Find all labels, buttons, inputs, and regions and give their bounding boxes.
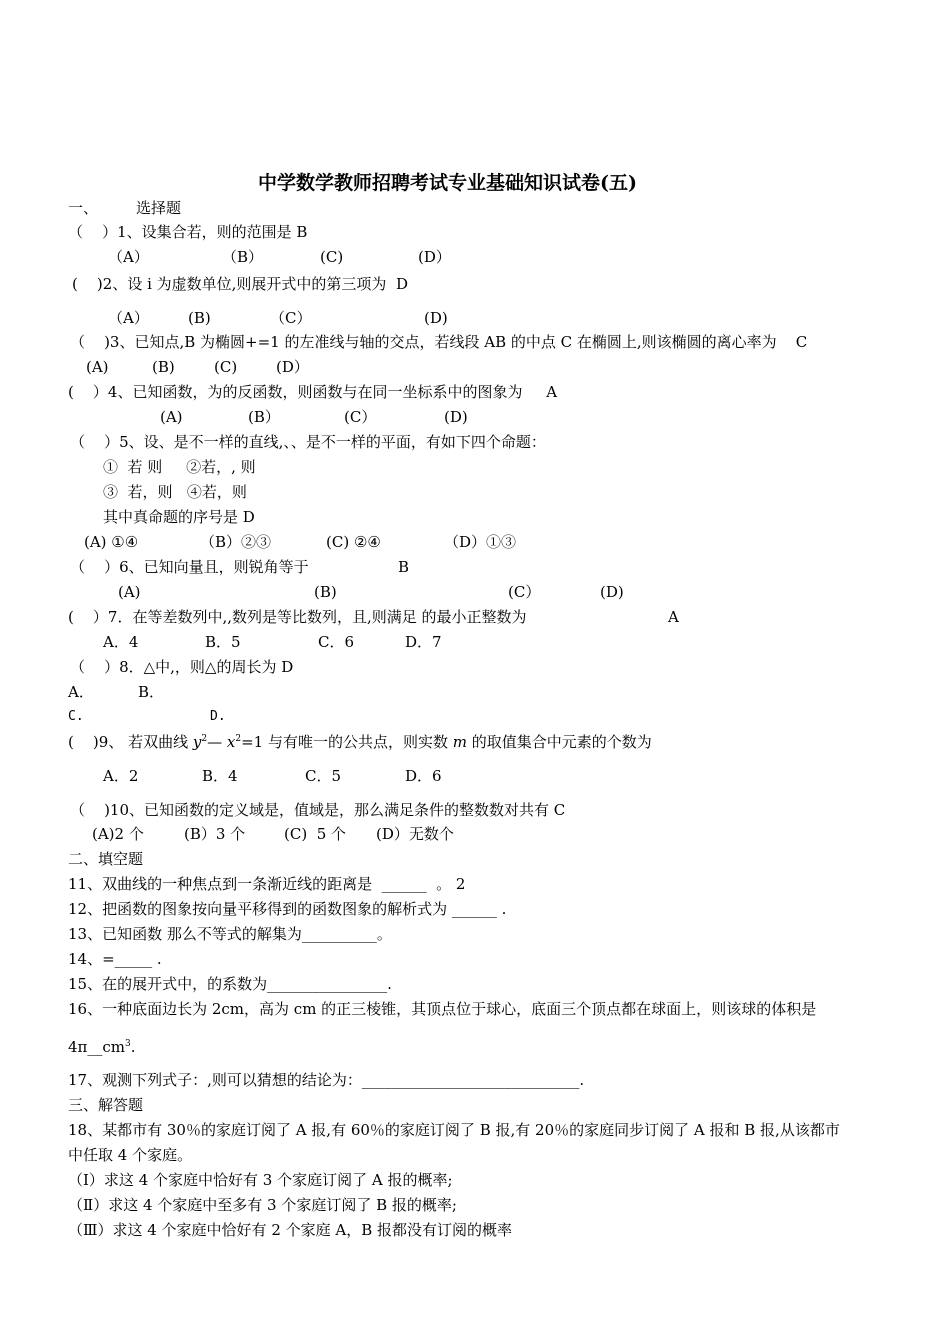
q5-option-a: (A) ①④: [84, 533, 139, 551]
question-18-part-3: （Ⅲ）求这 4 个家庭中恰好有 2 个家庭 A，B 报都没有订阅的概率: [68, 1221, 513, 1239]
q7-answer: A: [668, 608, 679, 626]
q2-option-c: （C）: [270, 309, 312, 327]
q9-option-a: A．2: [103, 767, 139, 785]
q8-option-b: B．: [138, 683, 165, 701]
section-2-heading: 二、填空题: [68, 850, 144, 868]
question-5: （ ）5、设、是不一样的直线,、、是不一样的平面，有如下四个命题：: [70, 433, 546, 451]
q9-var-x: x: [226, 733, 236, 751]
q4-option-d: (D): [444, 408, 468, 426]
q3-option-a: (A): [86, 358, 109, 376]
q7-option-b: B．5: [205, 633, 241, 651]
q10-option-b: (B）3 个: [184, 825, 246, 843]
q1-option-c: (C): [320, 248, 344, 266]
question-7: ( ）7．在等差数列中,,数列是等比数列，且,则满足 的最小正整数为: [68, 608, 527, 626]
q5-option-b: （B）②③: [200, 533, 272, 551]
question-10: （ )10、已知函数的定义域是，值域是，那么满足条件的整数数对共有 C: [70, 801, 566, 819]
q16-answer-prefix: 4π__cm: [68, 1038, 126, 1056]
q9-option-b: B．4: [202, 767, 238, 785]
q9-mid: —: [207, 733, 227, 751]
question-17: 17、观测下列式子：,则可以猜想的结论为：_____________________________.: [68, 1071, 585, 1089]
q2-option-a: （A）: [108, 309, 149, 327]
page-title: 中学数学教师招聘考试专业基础知识试卷(五): [258, 172, 637, 194]
q4-option-c: (C）: [344, 408, 377, 426]
section-3-heading: 三、解答题: [68, 1096, 144, 1114]
q3-option-c: (C): [214, 358, 238, 376]
question-12: 12、把函数的图象按向量平移得到的函数图象的解析式为 ______ .: [68, 900, 507, 918]
q5-propositions-1: ① 若 则 ②若，, 则: [103, 458, 256, 476]
question-4: ( ）4、已知函数，为的反函数，则函数与在同一坐标系中的图象为 A: [68, 383, 558, 401]
question-16: 16、一种底面边长为 2cm，高为 cm 的正三棱锥，其顶点位于球心，底面三个顶点都在球面上，则该球的体积是: [68, 1000, 817, 1018]
question-18-part-2: （Ⅱ）求这 4 个家庭中至多有 3 个家庭订阅了 B 报的概率;: [68, 1196, 457, 1214]
q5-option-d: （D）①③: [444, 533, 517, 551]
question-1: （ ）1、设集合若，则的范围是 B: [68, 223, 308, 241]
section-1-label: 选择题: [136, 199, 182, 217]
question-18-line-1: 18、某都市有 30％的家庭订阅了 A 报,有 60％的家庭订阅了 B 报,有 20％的家庭同步订阅了 A 报和 B 报,从该都市: [68, 1121, 840, 1139]
q10-option-c: (C) 5 个: [284, 825, 347, 843]
q2-option-d: (D): [424, 309, 448, 327]
q1-option-d: (D）: [418, 248, 451, 266]
q6-answer: B: [398, 558, 410, 576]
q6-option-a: (A): [118, 583, 141, 601]
q9-var-y: y: [192, 733, 202, 751]
q7-option-c: C．6: [318, 633, 355, 651]
question-14: 14、=_____ .: [68, 950, 162, 968]
question-9: [68, 732, 652, 752]
q16-answer: [68, 1037, 136, 1057]
q5-option-c: (C) ②④: [326, 533, 381, 551]
q6-option-c: (C）: [508, 583, 541, 601]
q4-option-b: (B）: [248, 408, 280, 426]
q16-answer-exp: 3: [125, 1039, 131, 1049]
question-15: 15、在的展开式中，的系数为________________.: [68, 975, 392, 993]
q6-option-d: (D): [600, 583, 624, 601]
q8-option-d: D.: [210, 709, 226, 724]
q9-prefix: ( )9、 若双曲线: [68, 733, 193, 751]
q2-option-b: (B): [188, 309, 211, 327]
q9-option-d: D．6: [405, 767, 442, 785]
q3-option-b: (B): [152, 358, 175, 376]
q8-option-a: A．: [68, 683, 94, 701]
q3-option-d: (D）: [276, 358, 309, 376]
q10-option-a: (A)2 个: [92, 825, 144, 843]
q9-exp-2: 2: [235, 734, 242, 744]
question-11: 11、双曲线的一种焦点到一条渐近线的距离是 ______ 。 2: [68, 875, 466, 893]
q10-option-d: (D）无数个: [376, 825, 454, 843]
q1-option-a: （A）: [108, 248, 149, 266]
q16-answer-suffix: .: [130, 1038, 136, 1056]
question-6: （ ）6、已知向量且，则锐角等于: [70, 558, 309, 576]
q6-option-b: (B): [314, 583, 337, 601]
question-2: ( )2、设 i 为虚数单位,则展开式中的第三项为 D: [72, 275, 408, 293]
q9-exp-1: 2: [201, 734, 208, 744]
question-8: （ ）8．△中,，则△的周长为 D: [70, 658, 294, 676]
question-18-line-2: 中任取 4 个家庭。: [68, 1146, 193, 1164]
q9-var-m: m: [452, 733, 467, 751]
q8-option-c: C.: [68, 709, 84, 724]
q7-option-d: D．7: [405, 633, 442, 651]
section-1-number: 一、: [68, 199, 99, 217]
question-3: （ )3、已知点,B 为椭圆+=1 的左准线与轴的交点，若线段 AB 的中点 C 在椭圆上,则该椭圆的离心率为 C: [70, 333, 808, 351]
question-18-part-1: （Ⅰ）求这 4 个家庭中恰好有 3 个家庭订阅了 A 报的概率;: [68, 1171, 453, 1189]
q1-option-b: （B）: [222, 248, 264, 266]
q5-propositions-2: ③ 若，则 ④若，则: [103, 483, 247, 501]
q9-tail: 的取值集合中元素的个数为: [466, 733, 652, 751]
q7-option-a: A．4: [103, 633, 139, 651]
q9-suffix: =1 与有唯一的公共点，则实数: [241, 733, 453, 751]
q5-question: 其中真命题的序号是 D: [103, 508, 255, 526]
question-13: 13、已知函数 那么不等式的解集为__________。: [68, 925, 392, 943]
q4-option-a: (A): [160, 408, 183, 426]
q9-option-c: C．5: [305, 767, 342, 785]
